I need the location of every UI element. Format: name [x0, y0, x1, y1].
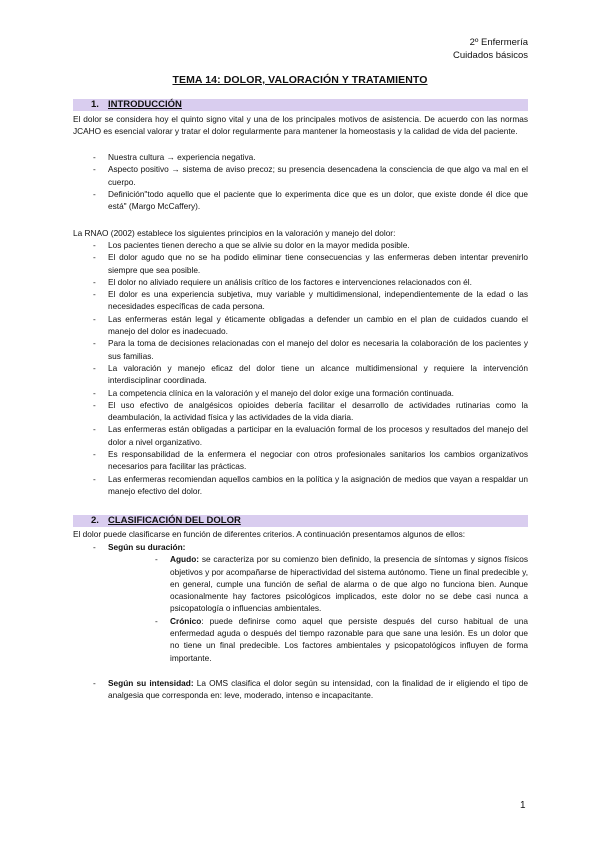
acute-label: Agudo:: [170, 554, 200, 565]
list-item: - El uso efectivo de analgésicos opioides debería facilitar el desarrollo de actividades rutinarias como la deambulación, la actividad física y las actividades de la vida diaria.: [73, 399, 528, 424]
list-item: - Los pacientes tienen derecho a que se alivie su dolor en la mayor medida posible.: [73, 239, 528, 251]
section-title: INTRODUCCIÓN: [108, 99, 182, 110]
acute-item: - Agudo: se caracteriza por su comienzo bien definido, la presencia de síntomas y signos físicos objetivos y por acompañarse de hiperactividad del sistema autónomo. Tiene un final predecible y, en general, cumple una función de señal de alarma o de que algo no funciona bien. Aunque ocasionalmente hay factores psicológicos implicados, este dolor no se debe casi nunca a psicopatología o influencias ambientales.: [155, 554, 528, 614]
duration-criterion: [73, 541, 528, 664]
principles-list: [73, 239, 528, 497]
section-number: 2.: [91, 515, 99, 526]
page-number: 1: [520, 800, 526, 811]
chronic-text: : puede definirse como aquel que persiste después del curso habitual de una enfermedad aguda o después del tiempo razonable para que sane una lesión. Es un dolor que no tiene un final predecible. Los factores ambientales y psicopatológicos influyen de forma importante.: [170, 615, 528, 663]
list-item: - Las enfermeras están obligadas a participar en la evaluación formal de los procesos y resultados del manejo del dolor a nivel organizativo.: [73, 423, 528, 448]
list-item: - La valoración y manejo eficaz del dolor tiene un alcance multidimensional y requiere la intervención interdisciplinar coordinada.: [73, 362, 528, 387]
section-heading-introduccion: [73, 99, 528, 111]
list-item: - Es responsabilidad de la enfermera el negociar con otros profesionales sanitarios los cambios organizativos necesarios para facilitar las prácticas.: [73, 448, 528, 473]
page-header: [453, 37, 528, 62]
chronic-item: - Crónico: puede definirse como aquel que persiste después del curso habitual de una enfermedad aguda o después del tiempo razonable para que sane una lesión. Es un dolor que no tiene un final predecible. Los factores ambientales y psicopatológicos influyen de forma importante.: [155, 615, 528, 663]
classification-intro: El dolor puede clasificarse en función de diferentes criterios. A continuación presentamos algunos de ellos:: [73, 529, 466, 539]
document-title: TEMA 14: DOLOR, VALORACIÓN Y TRATAMIENTO: [172, 74, 428, 86]
rnao-intro: La RNAO (2002) establece los siguientes principios en la valoración y manejo del dolor:: [73, 228, 396, 238]
duration-row: - Según su duración:: [93, 542, 186, 552]
section-heading-clasificacion: [73, 515, 528, 527]
list-item: - Nuestra cultura → experiencia negativa.: [73, 151, 528, 163]
section-number: 1.: [91, 99, 99, 110]
intensity-label: Según su intensidad:: [108, 678, 194, 688]
intensity-text: La OMS clasifica el dolor según su intensidad, con la finalidad de ir eligiendo el tipo de analgesia que corresponda en: leve, moderado, intenso e incapacitante.: [108, 678, 528, 701]
duration-label: Según su duración:: [108, 542, 186, 552]
list-item: - Las enfermeras están legal y éticamente obligadas a defender un cambio en el plan de cuidados cuando el manejo del dolor es inadecuado.: [73, 313, 528, 338]
intro-bullet-list: [73, 151, 528, 212]
intensity-row: - Según su intensidad: La OMS clasifica el dolor según su intensidad, con la finalidad de ir eligiendo el tipo de analgesia que corresponda en: leve, moderado, intenso e incapacitante.: [93, 678, 528, 701]
list-item: - Las enfermeras recomiendan aquellos cambios en la política y la asignación de medios que vayan a respaldar un manejo efectivo del dolor.: [73, 473, 528, 498]
intro-paragraph: El dolor se considera hoy el quinto signo vital y una de los principales motivos de asistencia. De acuerdo con las normas JCAHO es esencial valorar y tratar el dolor regularmente para mantener la homeostasis y la calidad de vida del paciente.: [73, 114, 528, 137]
chronic-label: Crónico: [170, 615, 202, 626]
course-label: 2º Enfermería: [469, 37, 528, 48]
list-item: - El dolor no aliviado requiere un análisis crítico de los factores e intervenciones relacionados con él.: [73, 276, 528, 288]
list-item: - La competencia clínica en la valoración y el manejo del dolor exige una formación continuada.: [73, 387, 528, 399]
list-item: - El dolor es una experiencia subjetiva, muy variable y multidimensional, independientemente de la edad o las necesidades específicas de cada persona.: [73, 288, 528, 313]
list-item: - El dolor agudo que no se ha podido eliminar tiene consecuencias y las enfermeras deben intentar prevenirlo siempre que sea posible.: [73, 251, 528, 276]
section-title: CLASIFICACIÓN DEL DOLOR: [108, 515, 241, 526]
list-item: - Definición"todo aquello que el paciente que lo experimenta dice que es un dolor, que existe donde él dice que está" (Margo McCaffery).: [73, 188, 528, 213]
intensity-criterion: [73, 677, 528, 702]
subject-label: Cuidados básicos: [453, 49, 528, 61]
acute-text: se caracteriza por su comienzo bien definido, la presencia de síntomas y signos físicos objetivos y por acompañarse de hiperactividad del sistema autónomo. Tiene un final predecible y, en general, cumple una función de señal de alarma o de que algo no funciona bien. Aunque ocasionalmente hay factores psicológicos implicados, este dolor no se debe casi nunca a psicopatología o influencias ambientales.: [170, 554, 528, 614]
list-item: - Para la toma de decisiones relacionadas con el manejo del dolor es necesaria la colaboración de los pacientes y sus familias.: [73, 337, 528, 362]
list-item: - Aspecto positivo → sistema de aviso precoz; su presencia desencadena la consciencia de que algo va mal en el cuerpo.: [73, 163, 528, 188]
